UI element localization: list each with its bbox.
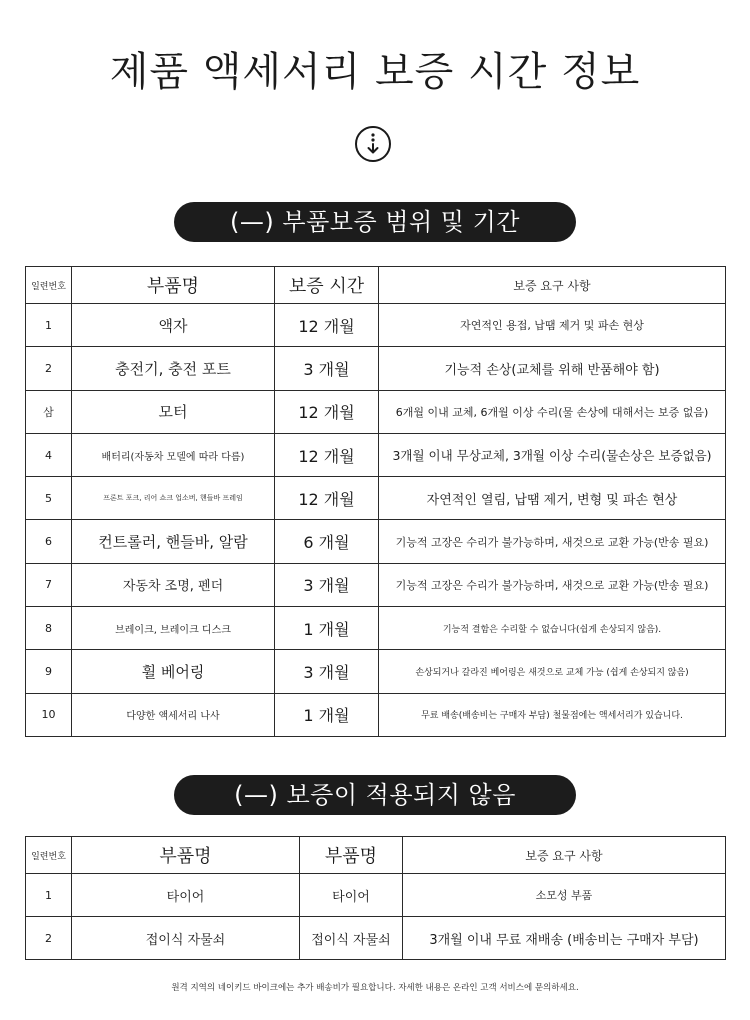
requirement-cell: 손상되거나 갈라진 베어링은 새것으로 교체 가능 (쉽게 손상되지 않음) xyxy=(379,650,726,693)
column-header-part-2: 부품명 xyxy=(300,837,403,874)
part-cell: 접이식 자물쇠 xyxy=(72,917,300,960)
serial-cell: 4 xyxy=(26,433,72,476)
table-header-row xyxy=(26,837,726,874)
table-row xyxy=(26,874,726,917)
table-row xyxy=(26,347,726,390)
table-row xyxy=(26,304,726,347)
part-cell: 충전기, 충전 포트 xyxy=(72,347,275,390)
requirement-cell: 자연적인 용접, 납땜 제거 및 파손 현상 xyxy=(379,304,726,347)
part-cell: 컨트롤러, 핸들바, 알람 xyxy=(72,520,275,563)
requirement-cell: 기능적 고장은 수리가 불가능하며, 새것으로 교환 가능(반송 필요) xyxy=(379,563,726,606)
part-cell: 다양한 액세서리 나사 xyxy=(72,693,275,736)
table-row xyxy=(26,477,726,520)
part-cell-2: 접이식 자물쇠 xyxy=(300,917,403,960)
serial-cell: 9 xyxy=(26,650,72,693)
part-cell: 휠 베어링 xyxy=(72,650,275,693)
part-cell: 프론트 포크, 리어 쇼크 업소버, 핸들바 프레임 xyxy=(72,477,275,520)
requirement-cell: 소모성 부품 xyxy=(403,874,726,917)
serial-cell: 7 xyxy=(26,563,72,606)
period-cell: 12 개월 xyxy=(275,433,379,476)
part-cell: 배터리(자동차 모델에 따라 다름) xyxy=(72,433,275,476)
serial-cell: 6 xyxy=(26,520,72,563)
table-header-row xyxy=(26,267,726,304)
table-row xyxy=(26,693,726,736)
requirement-cell: 자연적인 열림, 납땜 제거, 변형 및 파손 현상 xyxy=(379,477,726,520)
table-row xyxy=(26,917,726,960)
column-header-requirement: 보증 요구 사항 xyxy=(379,267,726,304)
serial-cell: 10 xyxy=(26,693,72,736)
table-row xyxy=(26,433,726,476)
period-cell: 6 개월 xyxy=(275,520,379,563)
column-header-part: 부품명 xyxy=(72,267,275,304)
footnote: 원격 지역의 네이키드 바이크에는 추가 배송비가 필요합니다. 자세한 내용은 온라인 고객 서비스에 문의하세요. xyxy=(171,983,579,993)
period-cell: 3 개월 xyxy=(275,563,379,606)
period-cell: 12 개월 xyxy=(275,304,379,347)
serial-cell: 5 xyxy=(26,477,72,520)
serial-cell: 1 xyxy=(26,874,72,917)
table-row xyxy=(26,607,726,650)
serial-cell: 1 xyxy=(26,304,72,347)
serial-cell: 2 xyxy=(26,917,72,960)
period-cell: 3 개월 xyxy=(275,650,379,693)
requirement-cell: 기능적 결함은 수리할 수 없습니다(쉽게 손상되지 않음). xyxy=(379,607,726,650)
column-header-serial: 일련번호 xyxy=(26,267,72,304)
requirement-cell: 3개월 이내 무상교체, 3개월 이상 수리(물손상은 보증없음) xyxy=(379,433,726,476)
requirement-cell: 3개월 이내 무료 재배송 (배송비는 구매자 부담) xyxy=(403,917,726,960)
section-heading-coverage: (—) 부품보증 범위 및 기간 xyxy=(174,202,576,242)
part-cell: 브레이크, 브레이크 디스크 xyxy=(72,607,275,650)
page-title: 제품 액세서리 보증 시간 정보 xyxy=(109,49,641,95)
requirement-cell: 기능적 고장은 수리가 불가능하며, 새것으로 교환 가능(반송 필요) xyxy=(379,520,726,563)
part-cell: 자동차 조명, 펜더 xyxy=(72,563,275,606)
warranty-exclusion-table xyxy=(25,836,726,960)
column-header-requirement: 보증 요구 사항 xyxy=(403,837,726,874)
warranty-coverage-table xyxy=(25,266,726,737)
requirement-cell: 6개월 이내 교체, 6개월 이상 수리(물 손상에 대해서는 보증 없음) xyxy=(379,390,726,433)
requirement-cell: 기능적 손상(교체를 위해 반품해야 함) xyxy=(379,347,726,390)
section-heading-exclusions: (—) 보증이 적용되지 않음 xyxy=(174,775,576,815)
part-cell: 모터 xyxy=(72,390,275,433)
period-cell: 1 개월 xyxy=(275,607,379,650)
period-cell: 12 개월 xyxy=(275,477,379,520)
part-cell: 타이어 xyxy=(72,874,300,917)
column-header-serial: 일련번호 xyxy=(26,837,72,874)
period-cell: 12 개월 xyxy=(275,390,379,433)
part-cell: 액자 xyxy=(72,304,275,347)
table-row xyxy=(26,520,726,563)
period-cell: 1 개월 xyxy=(275,693,379,736)
serial-cell: 2 xyxy=(26,347,72,390)
table-row xyxy=(26,563,726,606)
requirement-cell: 무료 배송(배송비는 구매자 부담) 철물점에는 액세서리가 있습니다. xyxy=(379,693,726,736)
column-header-part: 부품명 xyxy=(72,837,300,874)
column-header-period: 보증 시간 xyxy=(275,267,379,304)
table-row xyxy=(26,650,726,693)
part-cell-2: 타이어 xyxy=(300,874,403,917)
serial-cell: 8 xyxy=(26,607,72,650)
serial-cell: 삼 xyxy=(26,390,72,433)
table-row xyxy=(26,390,726,433)
circle-arrow-down-icon[interactable] xyxy=(354,125,392,163)
period-cell: 3 개월 xyxy=(275,347,379,390)
